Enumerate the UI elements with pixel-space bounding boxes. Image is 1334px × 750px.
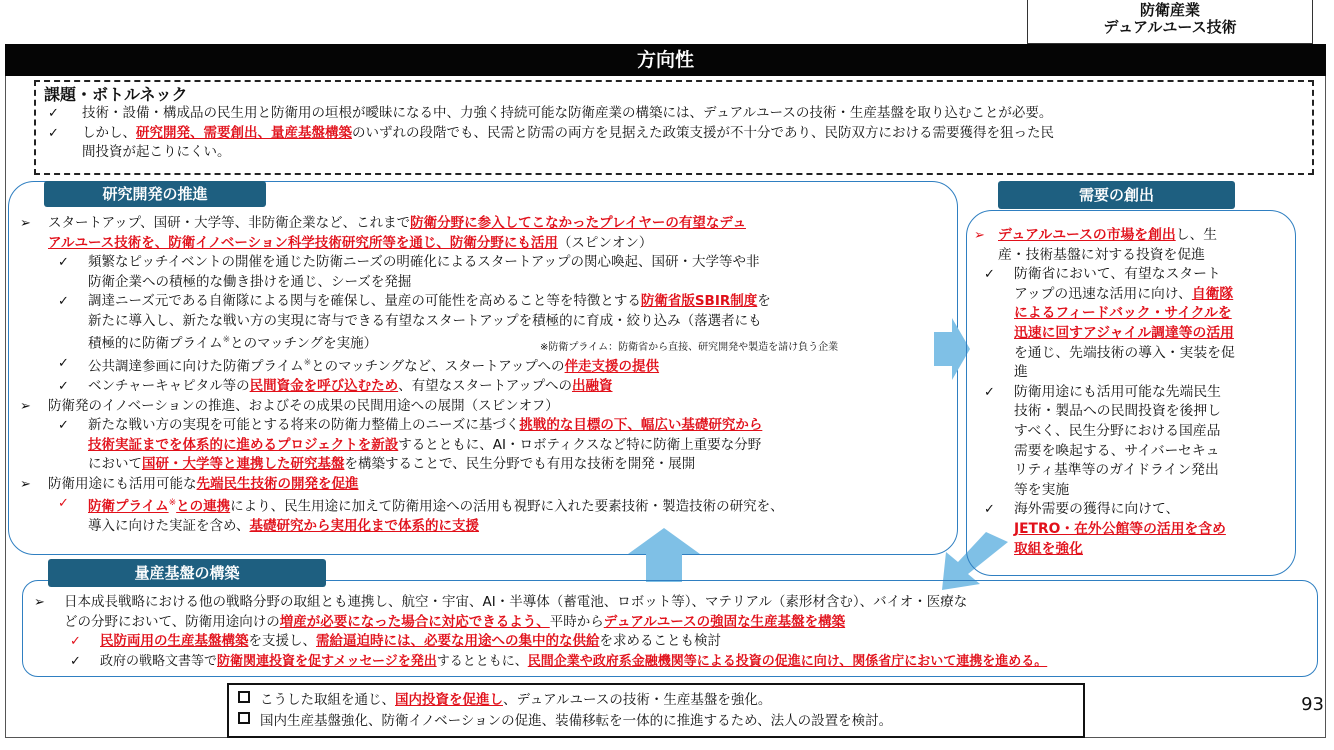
check-icon: ✓ [58,255,69,270]
research-subitem [18,377,948,397]
footnote-mark: ※ [303,358,312,368]
text: を [757,293,771,309]
summary-item [238,711,1078,732]
highlight: 先端民生技術の開発を促進 [196,475,359,492]
footnote-text: ※防衛プライム：防衛省から直接、研究開発や製造を請け負う企業 [540,342,839,353]
text: し、生 [1175,227,1218,243]
check-icon: ✓ [58,356,69,371]
text: リティ基準等のガイドライン発出 [1014,462,1219,479]
highlight: 国内投資を促進し [395,692,503,708]
highlight: 技術実証までを体系的に進めるプロジェクトを新設 [88,436,399,453]
up-arrow-icon [628,528,700,582]
demand-subitem [972,265,1290,383]
highlight: 防衛関連投資を促すメッセージを発出 [217,653,437,669]
research-subitem [18,253,948,292]
text: スタートアップ、国研・大学等、非防衛企業など、これまで [48,215,411,231]
highlight: 迅速に回すアジャイル調達等の活用 [1014,324,1234,341]
text: 海外需要の獲得に向けて、 [1014,501,1180,518]
highlight: 防衛省版SBIR制度 [640,293,758,309]
highlight: デュアルユースの市場を創出 [998,227,1176,243]
text: を構築することで、民生分野でも有用な技術を開発・展開 [344,456,696,472]
issue-item [42,124,1312,163]
highlight: 防衛分野に参入してこなかったプレイヤーの有望なデュ [410,215,746,231]
text: 、有望なスタートアップへの [398,378,572,394]
text: 、デュアルユースの技術・生産基盤を強化。 [503,692,772,708]
highlight: 出融資 [572,378,613,394]
arrow-bullet-icon: ➢ [20,216,31,231]
research-title: 研究開発の推進 [44,181,266,207]
text: どの分野において、防衛用途向けの [64,613,280,630]
arrow-bullet-icon: ➢ [20,476,31,492]
mass-title: 量産基盤の構築 [48,559,326,587]
issue-item [42,104,1312,124]
right-arrow-icon [934,318,970,380]
demand-subitem [972,383,1290,501]
text: すべく、民生分野における国産品 [1014,422,1221,439]
text: 積極的に防衛プライム [88,335,223,352]
check-icon: ✓ [70,634,81,649]
highlight: 挑戦的な目標の下、幅広い基礎研究から [519,417,763,433]
text: 技術・製品への民間投資を後押し [1014,403,1221,420]
check-icon: ✓ [984,502,995,518]
highlight: 取組を強化 [1014,540,1083,557]
text: 新たな戦い方の実現を可能とする将来の防衛力整備上のニーズに基づく [88,417,520,433]
demand-point [972,226,1290,265]
category-tag-line2: デュアルユース技術 [1103,18,1237,36]
text: を求めることも検討 [599,633,721,649]
check-icon: ✓ [58,379,69,394]
demand-content [972,226,1290,559]
arrow-bullet-icon: ➢ [974,228,985,243]
text: 防衛用途にも活用可能な [48,475,197,492]
issue-text-2b: のいずれの段階でも、民需と防需の両方を見据えた政策支援が不十分であり、民防双方における需要獲得を狙った民 [352,124,1054,141]
text: 需要を喚起する、サイバーセキュ [1014,442,1220,459]
demand-title: 需要の創出 [998,181,1235,209]
page-title: 方向性 [636,49,694,71]
highlight: 民間企業や政府系金融機関等による投資の促進に向け、関係省庁において連携を進める。 [527,653,1048,669]
check-icon: ✓ [58,496,69,511]
highlight: 需給逼迫時には、必要な用途への集中的な供給 [316,633,600,649]
highlight: アルユース技術を、防衛イノベーション科学技術研究所等を通じ、防衛分野にも活用 [48,234,558,251]
text: 防衛用途にも活用可能な先端民生 [1014,383,1221,400]
issue-text-2-highlight: 研究開発、需要創出、量産基盤構築 [136,124,352,141]
mass-subitem [30,652,1320,672]
highlight: 基礎研究から実用化まで体系的に支援 [249,518,479,534]
text: において [88,456,142,472]
highlight: 民防両用の生産基盤構築 [100,633,249,649]
text: （スピンオン） [557,234,653,251]
text: 国内生産基盤強化、防衛イノベーションの促進、装備移転を一体的に推進するため、法人の設置を検討。 [260,713,893,729]
text: により、民生用途に加えて防衛用途への活用も視野に入れた要素技術・製造技術の研究を、 [230,498,784,515]
research-point [18,475,948,495]
research-content [18,214,948,537]
research-subitem [18,494,948,537]
check-icon: ✓ [70,653,81,669]
check-icon: ✓ [58,294,69,309]
footnote-mark: ※ [222,335,231,345]
text: 等を実施 [1014,481,1070,498]
text: ベンチャーキャピタル等の [88,378,250,394]
text: こうした取組を通じ、 [260,692,395,708]
issues-list [42,104,1312,163]
research-subitem [18,354,948,377]
research-subitem [18,416,948,475]
text: 公共調達参画に向けた防衛プライム [88,358,304,375]
highlight: JETRO・在外公館等の活用を含め [1014,520,1226,537]
text: 防衛省において、有望なスタート [1014,266,1221,283]
issue-text-2a: しかし、 [82,124,136,141]
text: 防衛発のイノベーションの推進、およびその成果の民間用途への展開（スピンオフ） [48,397,559,414]
text: するとともに、AI・ロボティクスなど特に防衛上重要な分野 [398,436,762,453]
text: 調達ニーズ元である自衛隊による関与を確保し、量産の可能性を高めること等を特徴とする [88,293,641,309]
highlight: 自衛隊 [1191,285,1234,302]
footnote-mark: ※ [168,498,177,508]
research-point [18,214,948,253]
text: 新たに導入し、新たな戦い方の実現に寄与できる有望なスタートアップを積極的に育成・絞り込み（落選者にも [88,312,762,329]
issues-title: 課題・ボトルネック [44,85,188,104]
text: 政府の戦略文書等で [100,653,218,669]
text: 頻繁なピッチイベントの開催を通じた防衛ニーズの明確化によるスタートアップの関心喚起、国研・大学等や非 [88,254,760,270]
summary-content [238,690,1078,732]
highlight: との連携 [176,498,231,515]
highlight: 増産が必要になった場合に対応できるよう、 [279,613,550,630]
highlight: デュアルユースの強固な生産基盤を構築 [603,613,846,630]
text: とのマッチングなど、スタートアップへの [311,358,565,375]
demand-subitem [972,500,1290,559]
text: 産・技術基盤に対する投資を促進 [998,246,1205,263]
text: 平時から [549,613,604,630]
square-bullet-icon [238,691,250,703]
mass-content [30,593,1320,671]
text: 日本成長戦略における他の戦略分野の取組とも連携し、航空・宇宙、AI・半導体（蓄電池、ロボット等）、マテリアル（素形材含む）、バイオ・医療な [64,594,968,610]
issue-text-2c: 間投資が起こりにくい。 [82,144,231,160]
highlight: によるフィードバック・サイクルを [1014,305,1232,322]
category-tag-line1: 防衛産業 [1139,1,1200,19]
mass-subitem [30,632,1320,652]
text: 進 [1014,364,1028,381]
category-tag [1027,0,1313,44]
check-icon: ✓ [48,125,59,141]
summary-item [238,690,1078,711]
text: を支援し、 [248,633,316,649]
check-icon: ✓ [58,418,69,433]
research-point [18,397,948,417]
check-icon: ✓ [984,384,995,400]
text: とのマッチングを実施） [230,335,378,352]
mass-point [30,593,1320,632]
header-bar [5,44,1326,76]
text: を通じ、先端技術の導入・実装を促 [1014,344,1235,361]
highlight: 防衛プライム [88,498,169,515]
text: するとともに、 [436,653,528,669]
check-icon: ✓ [984,267,995,283]
arrow-bullet-icon: ➢ [20,398,31,414]
square-bullet-icon [238,712,250,724]
arrow-bullet-icon: ➢ [34,595,45,610]
highlight: 民間資金を呼び込むため [249,378,399,394]
issue-text-1: 技術・設備・構成品の民生用と防衛用の垣根が曖昧になる中、力強く持続可能な防衛産業の構築には、デュアルユースの技術・生産基盤を取り込むことが必要。 [82,105,1053,121]
highlight: 伴走支援の提供 [564,358,660,375]
research-subitem [18,292,948,354]
check-icon: ✓ [48,106,59,121]
page-number: 93 [1301,694,1324,715]
highlight: 国研・大学等と連携した研究基盤 [142,456,345,472]
text: 導入に向けた実証を含め、 [88,518,250,534]
text: アップの迅速な活用に向け、 [1014,285,1192,302]
text: 防衛企業への積極的な働き掛けを通じ、シーズを発掘 [88,273,412,290]
